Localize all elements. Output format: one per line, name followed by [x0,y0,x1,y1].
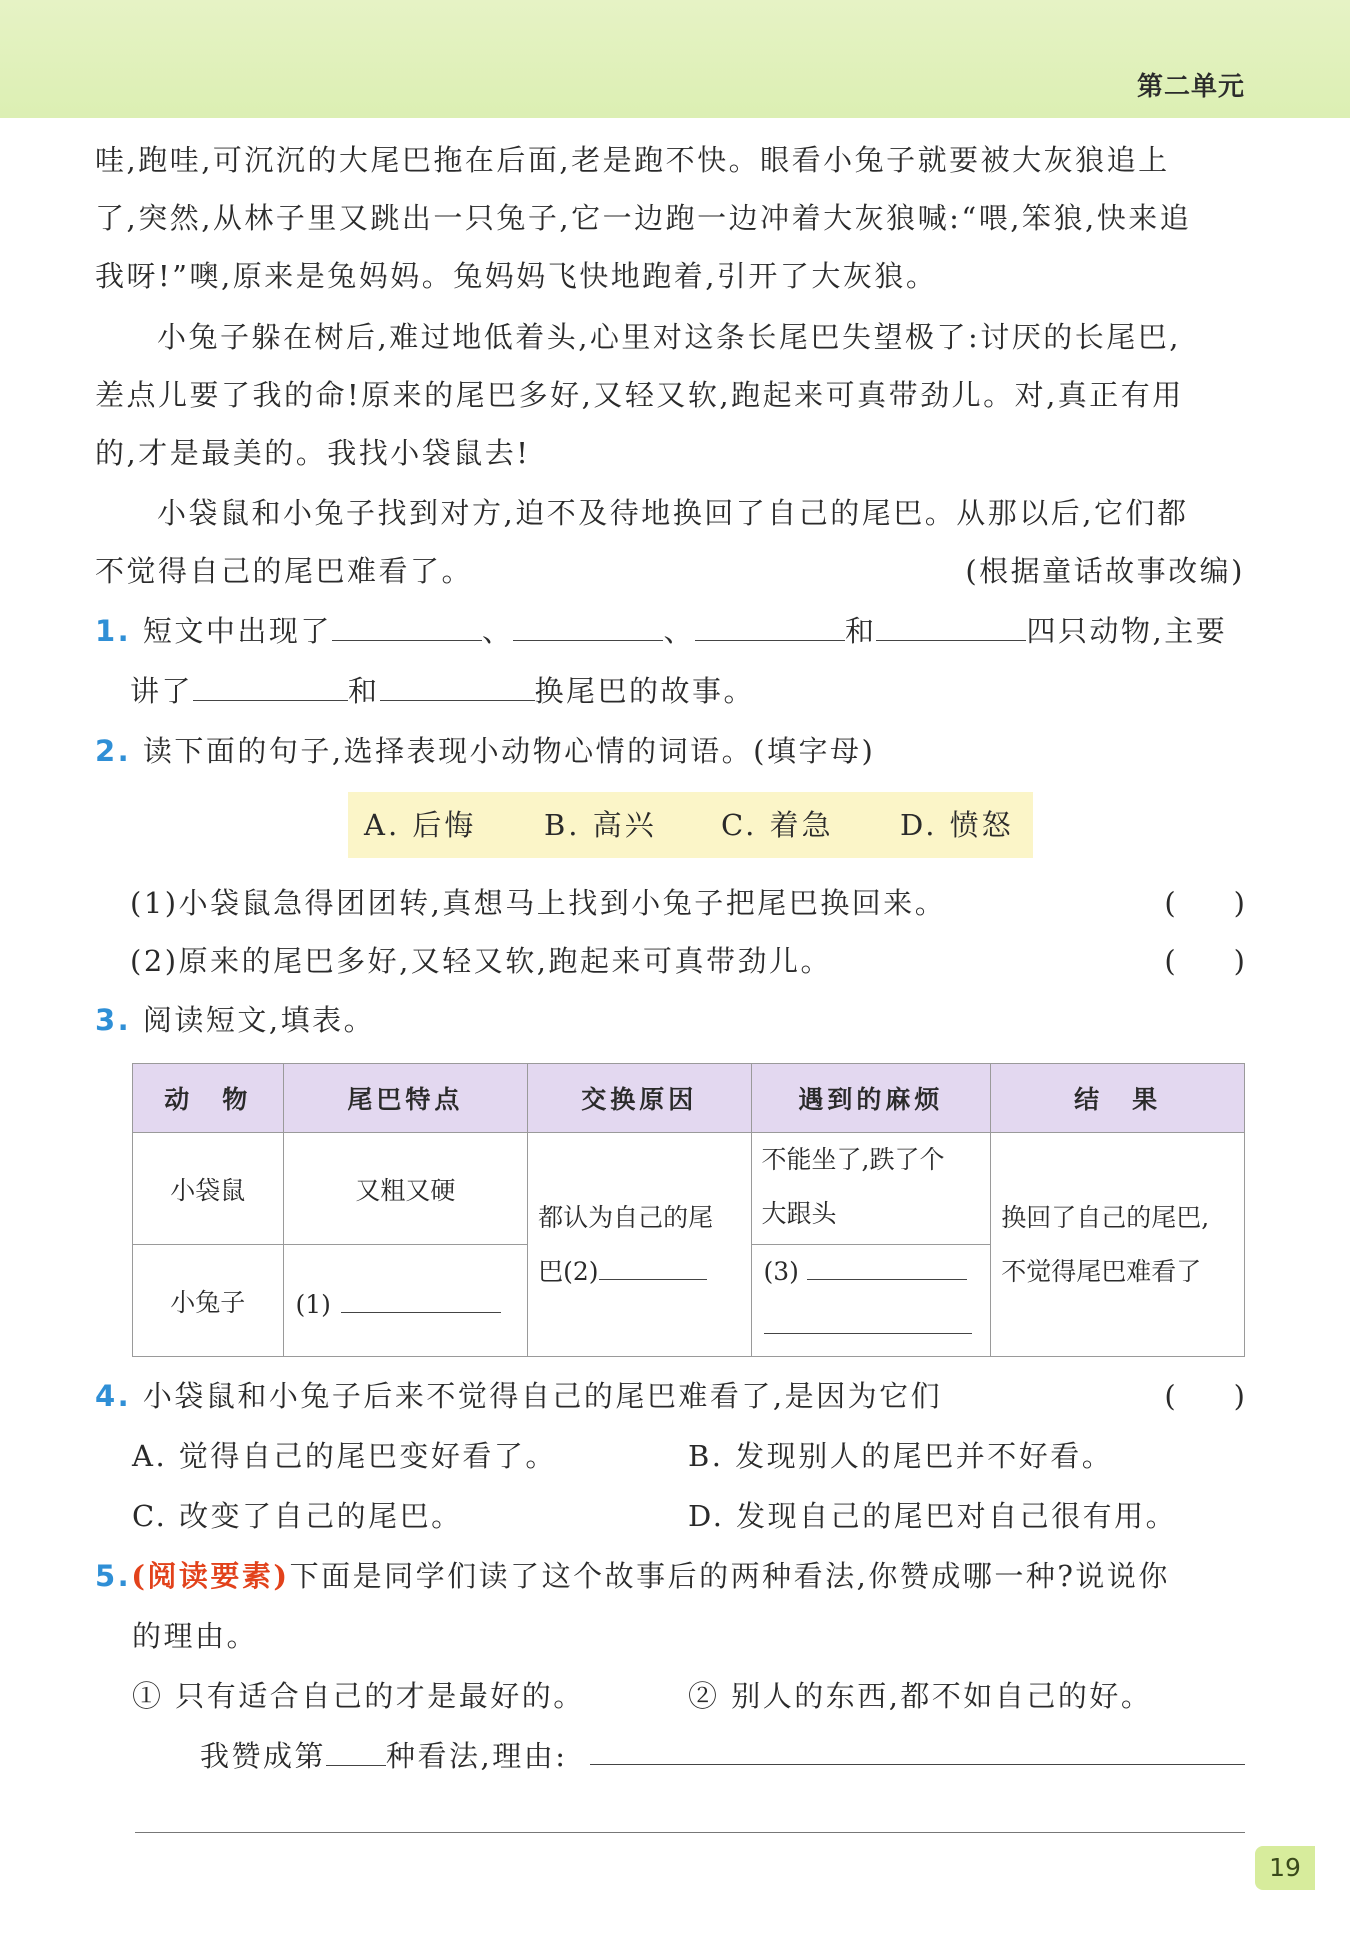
table-cell [751,1245,991,1357]
item-text: (2)原来的尾巴多好,又轻又软,跑起来可真带劲儿。 [130,944,833,978]
table-cell: 小袋鼠 [133,1133,284,1245]
answer-paren[interactable]: ( ) [1164,886,1245,920]
table-header: 结 果 [991,1064,1245,1133]
question-2-item [130,874,1245,932]
answer-blank[interactable] [807,1249,967,1280]
table-cell: 小兔子 [133,1245,284,1357]
option-d: D. 愤怒 [900,808,1014,842]
answer-blank[interactable] [380,666,535,701]
cell-line [538,1245,740,1299]
cell-text: 巴(2) [538,1256,599,1286]
option-a: A. 后悔 [364,808,477,842]
cell-text: 大跟头 [761,1199,837,1228]
table-cell-result [991,1133,1245,1357]
table-cell [751,1133,991,1245]
question-number: 3. [95,1003,132,1037]
option-d[interactable]: D. 发现自己的尾巴对自己很有用。 [688,1499,1178,1533]
story-line: 我呀!”噢,原来是兔妈妈。兔妈妈飞快地跑着,引开了大灰狼。 [95,259,938,293]
answer-blank[interactable] [193,666,348,701]
story-text: 不觉得自己的尾巴难看了。 [95,554,474,588]
answer-paren[interactable]: ( ) [1164,944,1245,978]
question-text: 下面是同学们读了这个故事后的两种看法,你赞成哪一种?说说你 [289,1559,1170,1593]
cell-text: (3) [763,1257,799,1286]
question-number: 5. [95,1559,132,1593]
question-2-item [130,932,1245,990]
answer-paren[interactable]: ( ) [1164,1379,1245,1413]
option-b: B. 高兴 [544,808,657,842]
source-note: (根据童话故事改编) [965,554,1245,588]
question-text: 读下面的句子,选择表现小动物心情的词语。(填字母) [142,734,876,768]
cell-line [764,1245,979,1299]
cell-text: (1) [295,1290,331,1319]
question-number: 2. [95,734,132,768]
answer-prompt: 种看法,理由: [386,1739,568,1773]
question-text: 阅读短文,填表。 [142,1003,376,1037]
question-5 [95,1547,1245,1605]
question-1 [95,602,1245,660]
table-header: 遇到的麻烦 [751,1064,991,1133]
answer-blank[interactable] [695,606,845,641]
story-line: 哇,跑哇,可沉沉的大尾巴拖在后面,老是跑不快。眼看小兔子就要被大灰狼追上 [95,143,1170,177]
table-cell [283,1245,528,1357]
question-2 [95,722,1245,780]
viewpoint-1: ① 只有适合自己的才是最好的。 [132,1679,585,1713]
question-text: 换尾巴的故事。 [534,674,756,708]
story-line [95,542,1245,600]
table-cell: 又粗又硬 [283,1133,528,1245]
unit-label: 第二单元 [1136,72,1245,102]
story-line: 了,突然,从林子里又跳出一只兔子,它一边跑一边冲着大灰狼喊:“喂,笨狼,快来追 [95,201,1192,235]
question-text: 四只动物,主要 [1026,614,1228,648]
separator: 、 [663,614,695,648]
item-text: (1)小袋鼠急得团团转,真想马上找到小兔子把尾巴换回来。 [130,886,947,920]
option-a[interactable]: A. 觉得自己的尾巴变好看了。 [132,1439,557,1473]
answer-blank[interactable] [513,606,663,641]
reading-element-tag: (阅读要素) [131,1559,290,1593]
cell-text: 不能坐了,跌了个 [761,1145,945,1174]
question-4 [95,1367,1245,1425]
table-header: 动 物 [133,1064,284,1133]
answer-blank[interactable] [332,606,482,641]
story-line: 差点儿要了我的命!原来的尾巴多好,又轻又软,跑起来可真带劲儿。对,真正有用 [95,378,1184,412]
option-box [348,792,1033,858]
story-line: 小袋鼠和小兔子找到对方,迫不及待地换回了自己的尾巴。从那以后,它们都 [157,496,1189,530]
separator: 、 [481,614,514,648]
question-number: 1. [95,614,132,648]
question-number: 4. [95,1379,132,1413]
answer-blank[interactable] [599,1249,707,1280]
answer-blank[interactable] [341,1282,501,1313]
option-c: C. 着急 [721,808,834,842]
answer-table [132,1063,1245,1357]
answer-blank[interactable] [764,1299,972,1334]
story-line: 小兔子躲在树后,难过地低着头,心里对这条长尾巴失望极了:讨厌的长尾巴, [157,320,1181,354]
answer-blank[interactable] [590,1764,1245,1765]
option-b[interactable]: B. 发现别人的尾巴并不好看。 [688,1439,1114,1473]
cell-text: 换回了自己的尾巴, [1001,1202,1210,1232]
question-text: 讲了 [130,674,194,708]
question-1-cont [130,662,1280,720]
answer-prompt: 我赞成第 [200,1739,327,1773]
answer-blank[interactable] [135,1832,1245,1833]
question-text: 短文中出现了 [142,614,332,648]
table-header: 尾巴特点 [283,1064,528,1133]
conjunction: 和 [348,674,380,708]
question-5-cont: 的理由。 [132,1619,259,1653]
question-text: 小袋鼠和小兔子后来不觉得自己的尾巴难看了,是因为它们 [142,1379,943,1413]
cell-text: 都认为自己的尾 [538,1202,714,1232]
cell-text: 不觉得尾巴难看了 [1001,1256,1202,1286]
story-line: 的,才是最美的。我找小袋鼠去! [95,436,531,470]
conjunction: 和 [844,614,877,648]
answer-line [200,1727,1245,1785]
viewpoint-2: ② 别人的东西,都不如自己的好。 [688,1679,1153,1713]
table-header: 交换原因 [528,1064,751,1133]
table-cell-reason [528,1133,751,1357]
answer-blank[interactable] [326,1731,386,1766]
answer-blank[interactable] [876,606,1026,641]
question-3 [95,991,1245,1049]
page-number: 19 [1255,1846,1315,1890]
option-c[interactable]: C. 改变了自己的尾巴。 [132,1499,463,1533]
